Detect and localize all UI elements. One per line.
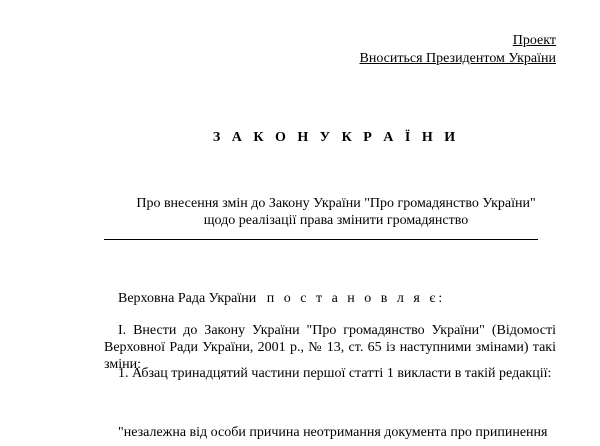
subtitle-line-2: щодо реалізації права змінити громадянство	[203, 213, 469, 228]
section-one-paragraph: І. Внести до Закону України "Про громадянство України" (Відомості Верховної Ради України, 2001 р., № 13, ст. 65 із наступними змінами) такі зміни:	[104, 323, 556, 372]
law-title: З А К О Н У К Р А Ї Н И	[212, 130, 460, 145]
item-one-paragraph: 1. Абзац тринадцятий частини першої статті 1 викласти в такій редакції:	[118, 366, 552, 381]
draft-label: Проект	[512, 33, 556, 48]
rada-decree-paragraph	[104, 290, 556, 307]
rada-text: Верховна Рада України	[118, 291, 257, 306]
law-subtitle	[0, 195, 600, 229]
rada-decrees: п о с т а н о в л я є:	[266, 291, 446, 306]
title-divider	[104, 239, 538, 240]
quote-paragraph: "незалежна від особи причина неотримання документа про припинення	[118, 425, 548, 440]
subtitle-line-1: Про внесення змін до Закону України "Про громадянство України"	[136, 196, 536, 211]
submitted-by-label: Вноситься Президентом України	[359, 51, 556, 66]
draft-header	[360, 32, 557, 68]
